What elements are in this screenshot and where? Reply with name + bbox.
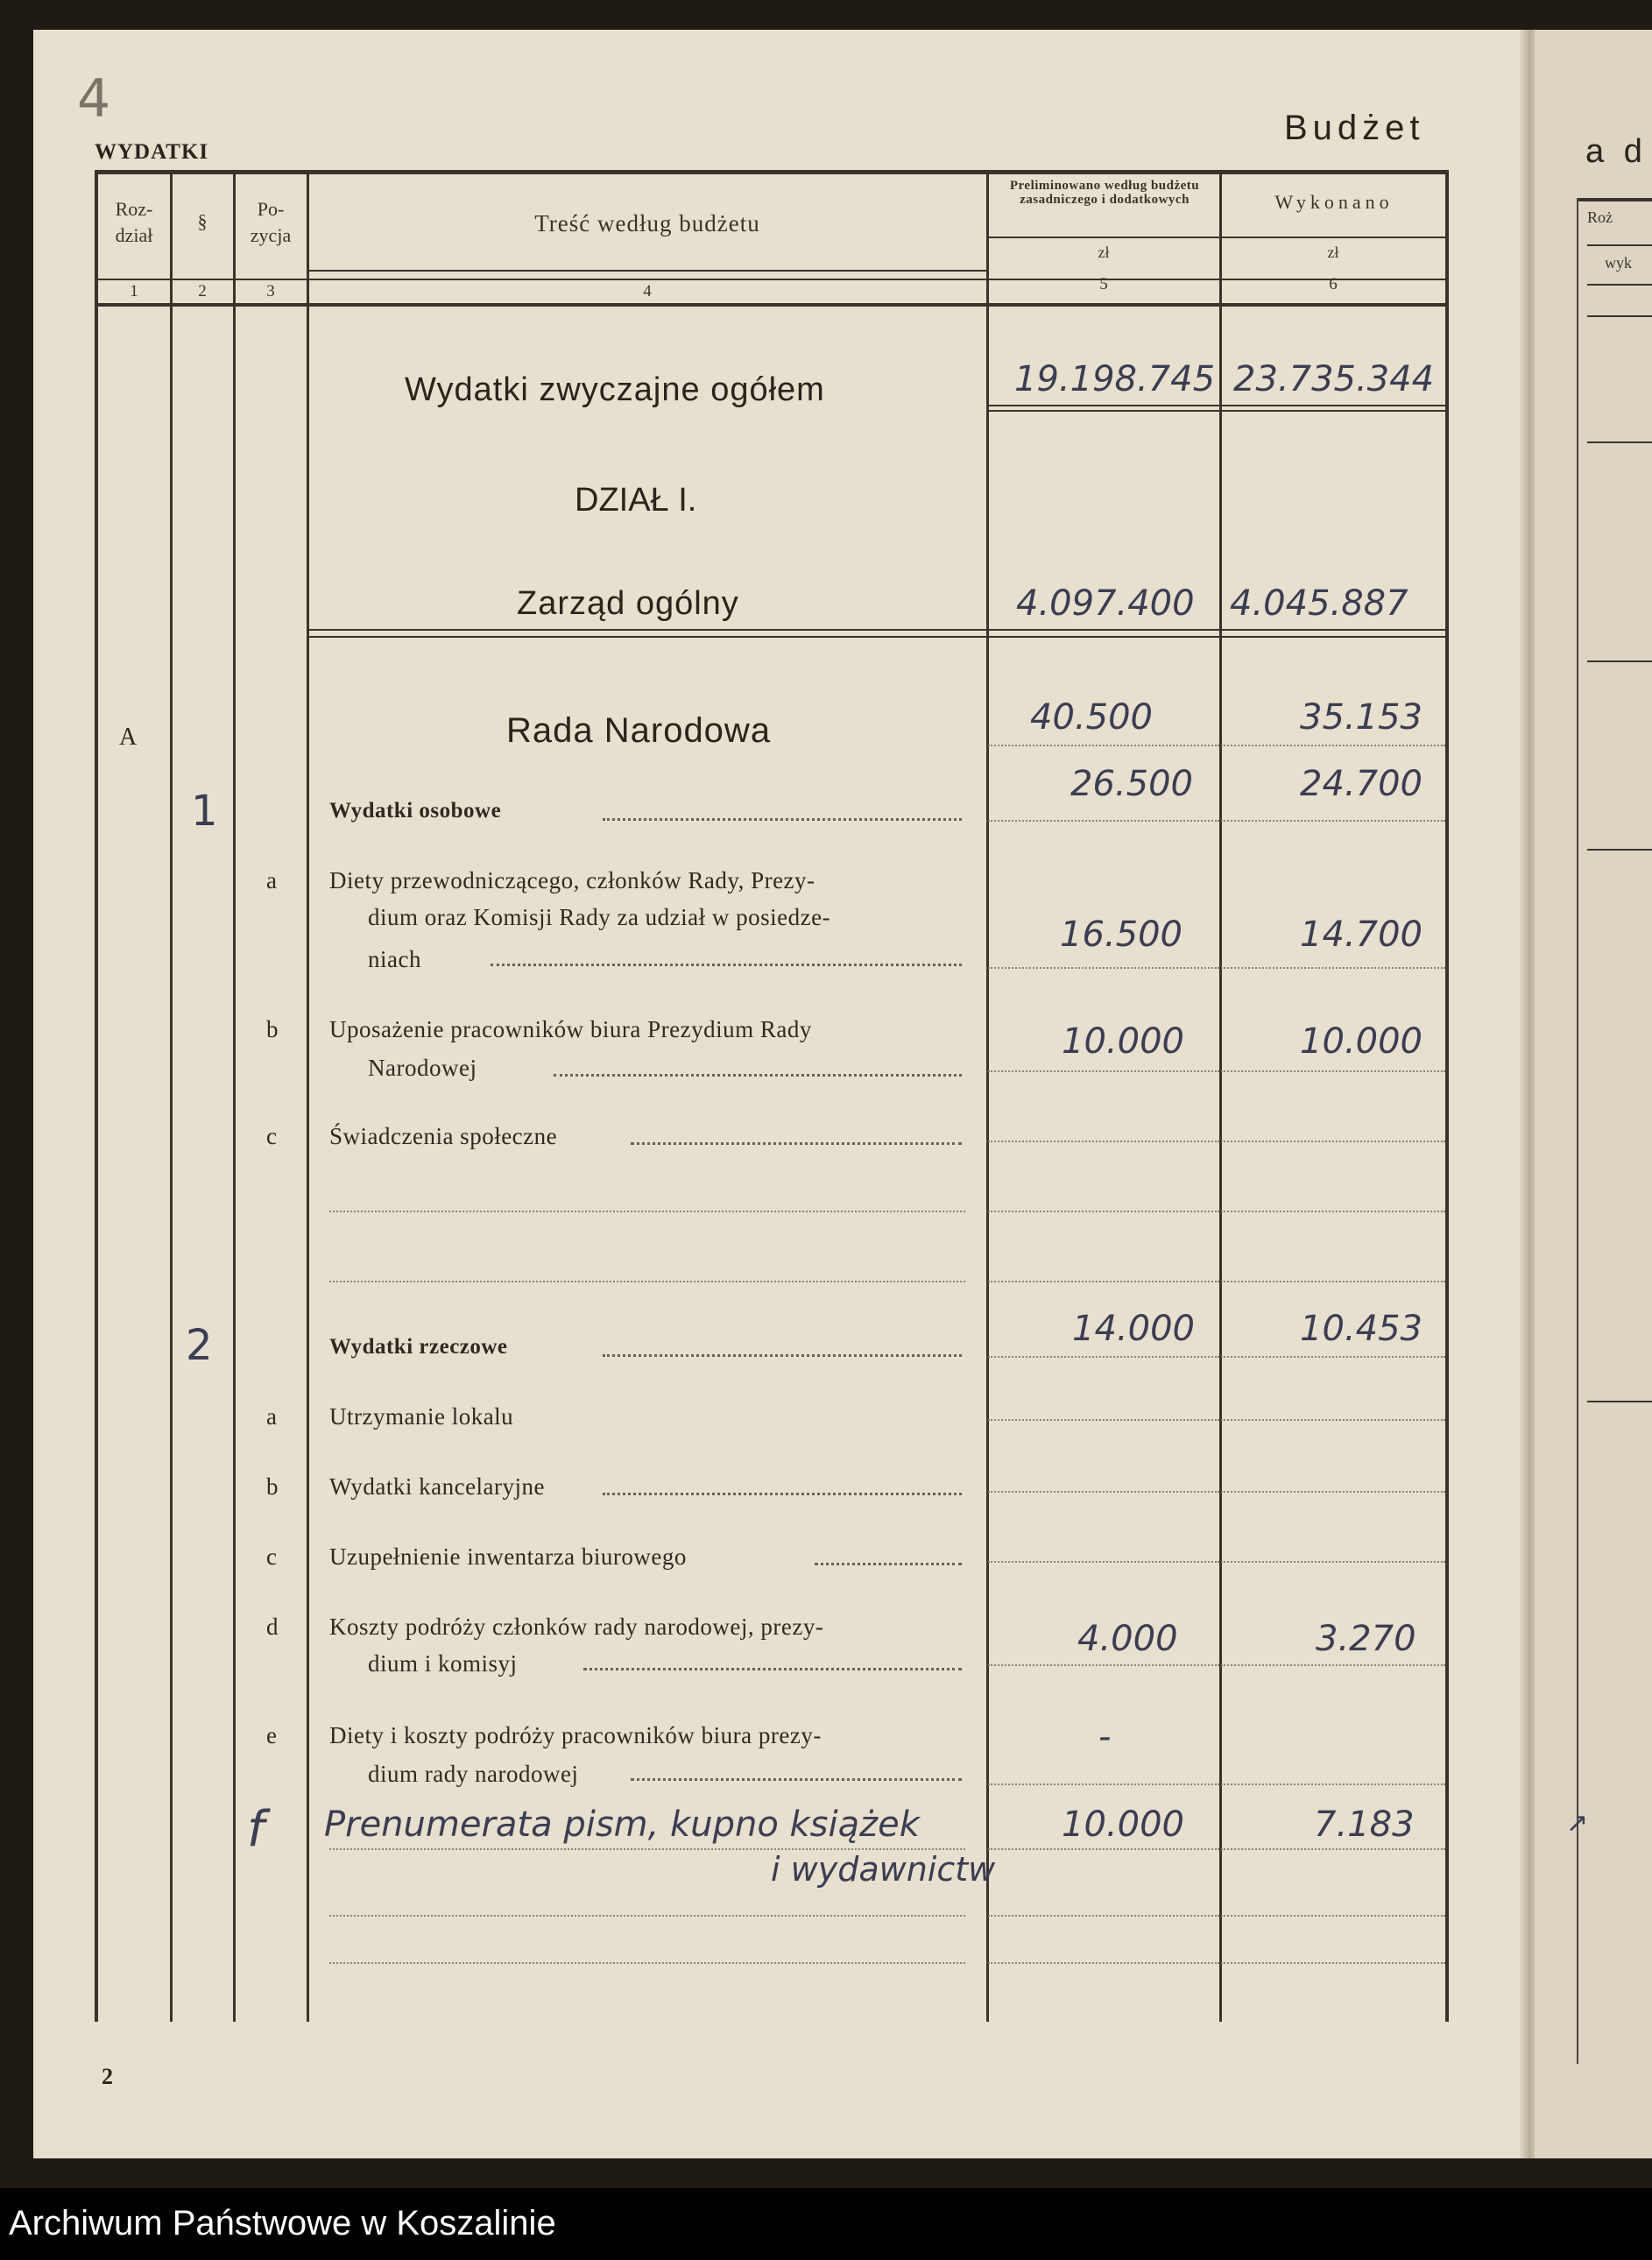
a1-line2: dium oraz Komisji Rady za udział w posiedze- (368, 904, 831, 930)
osobowe-done: 24.700 (1300, 764, 1423, 804)
zarzad-label: Zarząd ogólny (517, 585, 739, 622)
f2-done: 7.183 (1314, 1804, 1415, 1845)
pencil-note: 4 (77, 68, 111, 130)
d2-line2: dium i komisyj (368, 1650, 518, 1677)
e2-line1: Diety i koszty podróży pracowników biura prezy- (329, 1722, 822, 1748)
b2-line1: Wydatki kancelaryjne (329, 1473, 546, 1500)
facing-page-col-label: Roż (1587, 208, 1613, 226)
osobowe-plan: 26.500 (1070, 764, 1193, 804)
col-number-4: 4 (643, 282, 652, 300)
a1-line1: Diety przewodniczącego, członków Rady, Prezy- (329, 867, 815, 893)
col-number-1: 1 (130, 282, 138, 300)
b1-plan: 10.000 (1062, 1021, 1184, 1062)
facing-page-fragment (1535, 30, 1652, 2158)
rozdzial-A: A (119, 724, 138, 751)
pos-d2: d (266, 1614, 279, 1640)
pos-f2: f (247, 1801, 265, 1858)
d2-plan: 4.000 (1077, 1619, 1178, 1659)
b1-line2: Narodowej (368, 1055, 477, 1081)
dzial-label: DZIAŁ I. (575, 482, 697, 519)
e2-line2: dium rady narodowej (368, 1761, 579, 1787)
rzeczowe-label: Wydatki rzeczowe (329, 1335, 508, 1359)
rzeczowe-plan: 14.000 (1072, 1309, 1195, 1349)
total-plan: 19.198.745 (1014, 359, 1216, 399)
table-right-border (1445, 170, 1449, 2022)
col-header-tresc: Treść według budżetu (534, 210, 760, 237)
c2-line1: Uzupełnienie inwentarza biurowego (329, 1543, 687, 1570)
section-header-budzet: Budżet (1284, 109, 1425, 147)
f2-line2: i wydawnictw (771, 1850, 996, 1889)
col-number-3: 3 (266, 282, 275, 300)
pos-a1: a (266, 867, 278, 893)
paragraf-2: 2 (186, 1321, 213, 1370)
pos-c2: c (266, 1543, 278, 1570)
col-header-rozdzial: Roz- dział (115, 198, 153, 246)
zarzad-plan: 4.097.400 (1016, 583, 1195, 624)
total-label: Wydatki zwyczajne ogółem (405, 371, 825, 408)
d2-line1: Koszty podróży członków rady narodowej, prezy- (329, 1614, 824, 1640)
col-unit-5: zł (1098, 244, 1110, 261)
osobowe-label: Wydatki osobowe (329, 799, 502, 823)
col-number-5: 5 (1099, 275, 1108, 293)
pos-b1: b (266, 1016, 279, 1042)
pos-a2: a (266, 1403, 278, 1430)
b1-line1: Uposażenie pracowników biura Prezydium Rady (329, 1016, 812, 1042)
paragraf-1: 1 (191, 787, 218, 836)
facing-page-col-label-2: wyk (1605, 254, 1632, 272)
a1-plan: 16.500 (1060, 915, 1183, 955)
pos-e2: e (266, 1722, 278, 1748)
col-header-wykonano: Wykonano (1274, 191, 1394, 213)
col-number-6: 6 (1329, 275, 1338, 293)
arrow-mark-icon: ↗ (1566, 1809, 1589, 1838)
table-left-border (95, 170, 98, 2022)
facing-page-header: a d (1585, 133, 1648, 170)
f2-plan: 10.000 (1062, 1804, 1184, 1845)
a1-line3: niach (368, 946, 421, 972)
col-header-pozycja: Po- zycja (250, 198, 292, 246)
a1-done: 14.700 (1300, 915, 1423, 955)
rzeczowe-done: 10.453 (1300, 1309, 1423, 1349)
col-unit-6: zł (1327, 244, 1339, 261)
e2-plan: - (1098, 1717, 1112, 1757)
zarzad-done: 4.045.887 (1230, 583, 1408, 624)
col-header-paragraf: § (197, 210, 208, 232)
archive-footer (0, 2188, 1652, 2260)
b1-done: 10.000 (1300, 1021, 1423, 1062)
pos-b2: b (266, 1473, 279, 1500)
rada-done: 35.153 (1300, 697, 1423, 738)
rada-label: Rada Narodowa (506, 711, 772, 750)
rada-plan: 40.500 (1030, 697, 1153, 738)
archive-footer-text: Archiwum Państwowe w Koszalinie (9, 2204, 556, 2242)
a2-line1: Utrzymanie lokalu (329, 1403, 514, 1430)
col-number-2: 2 (198, 282, 207, 300)
d2-done: 3.270 (1316, 1619, 1416, 1659)
col-header-preliminowano: Preliminowano według budżetu zasadniczego i dodatkowych (1009, 179, 1200, 207)
c1-line1: Świadczenia społeczne (329, 1123, 558, 1149)
pos-c1: c (266, 1123, 278, 1149)
f2-line1: Prenumerata pism, kupno książek (324, 1804, 920, 1845)
page-number: 2 (102, 2064, 113, 2089)
section-header-wydatki: WYDATKI (95, 140, 209, 164)
table-top-border (95, 170, 1449, 174)
total-done: 23.735.344 (1233, 359, 1435, 399)
